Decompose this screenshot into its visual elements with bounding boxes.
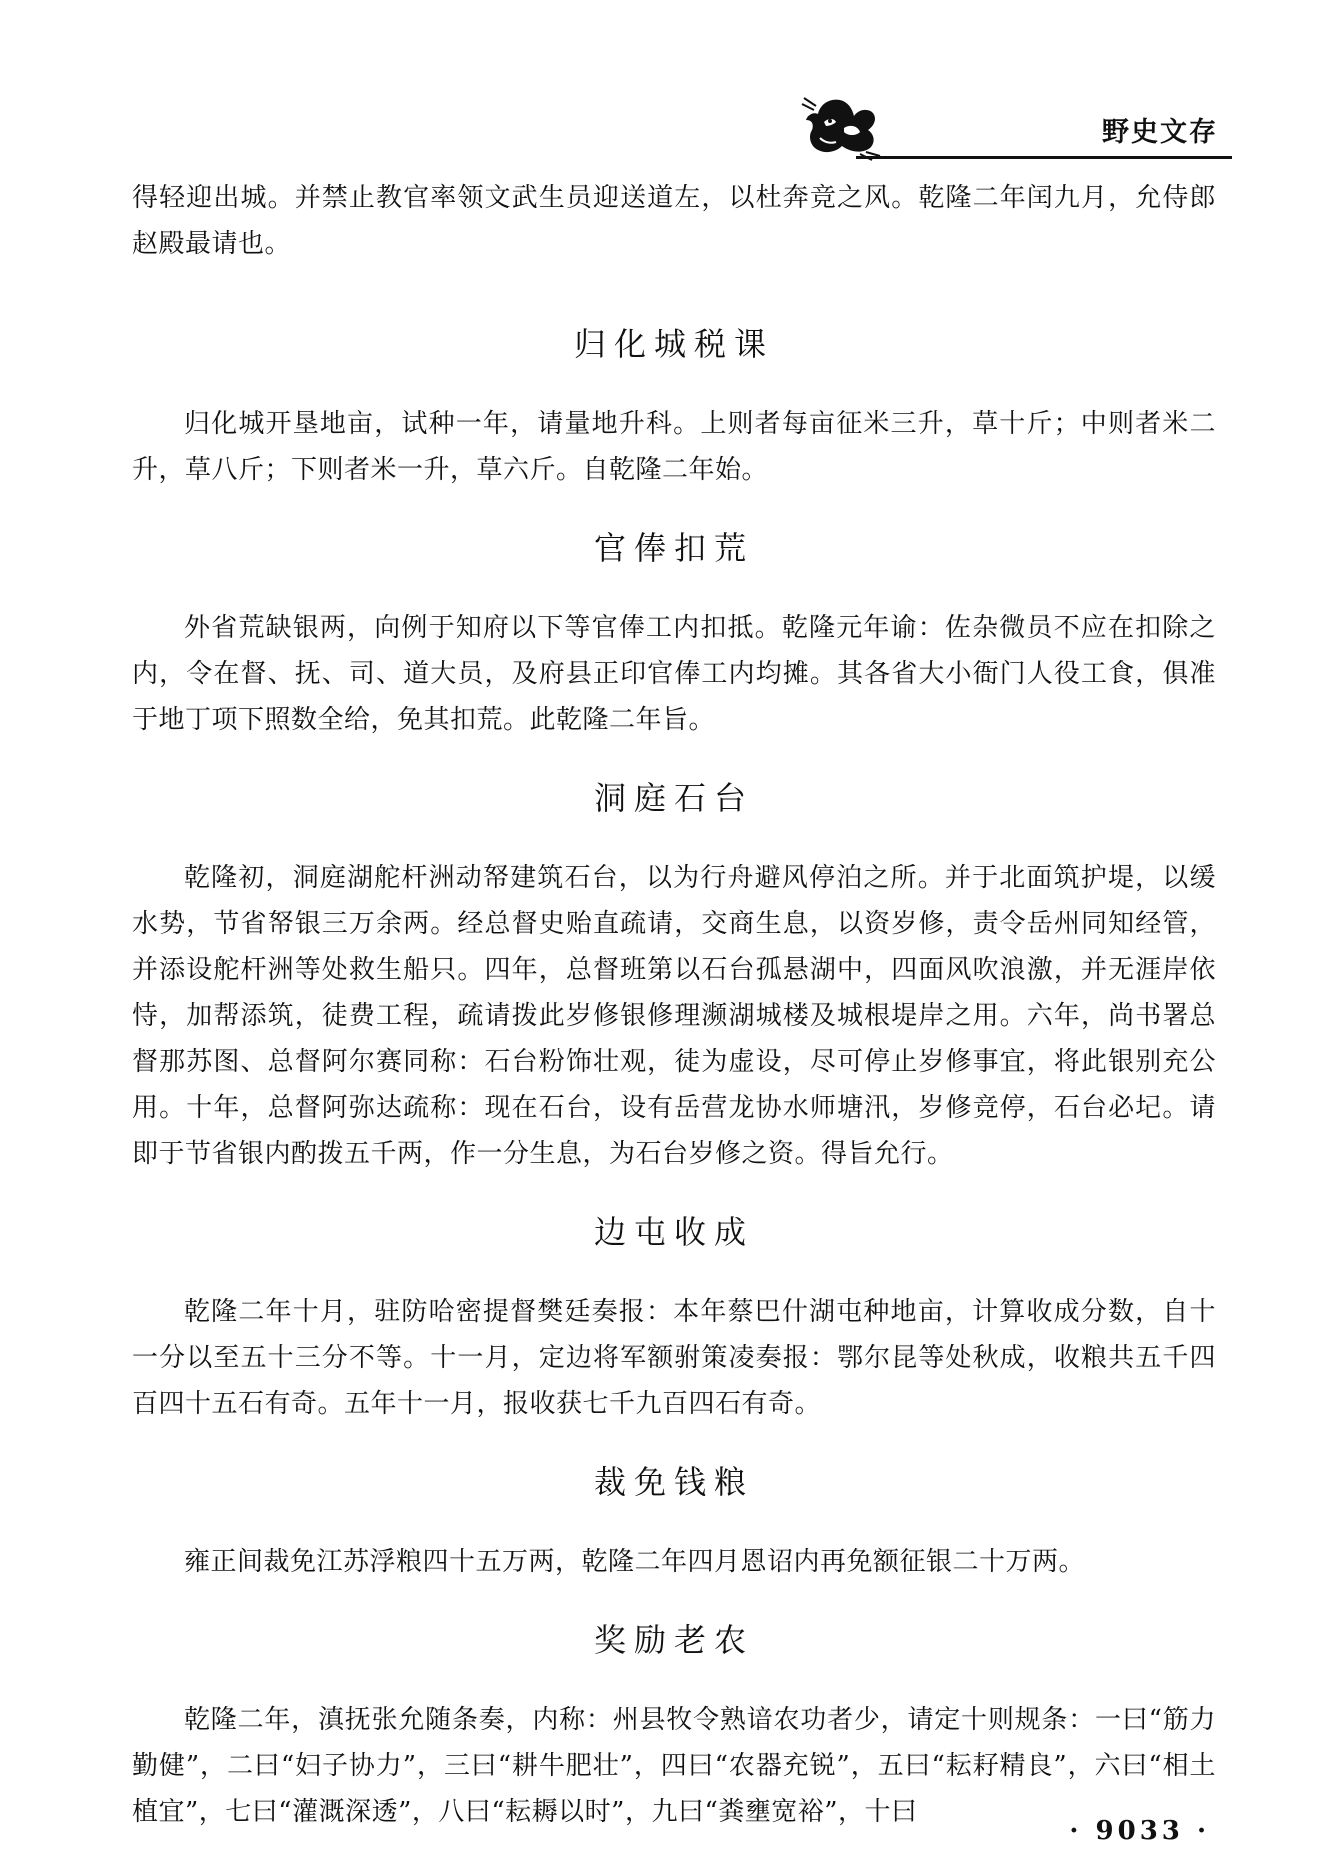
section-title: 边屯收成 [593, 1213, 754, 1251]
dragon-icon [800, 94, 882, 162]
page-header [800, 88, 1232, 168]
page-content [132, 175, 1216, 1835]
section-body: 乾隆初，洞庭湖舵杆洲动帑建筑石台，以为行舟避风停泊之所。并于北面筑护堤，以缓水势，节省帑银三万余两。经总督史贻直疏请，交商生息，以资岁修，责令岳州同知经管，并添设舵杆洲等处救生船只。四年，总督班第以石台孤悬湖中，四面风吹浪激，并无涯岸依恃，加帮添筑，徒费工程，疏请拨此岁修银修理濒湖城楼及城根堤岸之用。六年，尚书署总督那苏图、总督阿尔赛同称：石台粉饰壮观，徒为虚设，尽可停止岁修事宜，将此银别充公用。十年，总督阿弥达疏称：现在石台，设有岳营龙协水师塘汛，岁修竞停，石台必圮。请即于节省银内酌拨五千两，作一分生息，为石台岁修之资。得旨允行。 [132, 863, 1216, 1169]
section-title: 裁免钱粮 [593, 1463, 754, 1501]
page-number: · 9033 · [1069, 1816, 1210, 1846]
section-title: 洞庭石台 [593, 779, 754, 817]
section-title: 官俸扣荒 [593, 529, 754, 567]
section-title: 归化城税课 [573, 325, 774, 363]
header-rule [856, 156, 1232, 159]
section-body: 外省荒缺银两，向例于知府以下等官俸工内扣抵。乾隆元年谕：佐杂微员不应在扣除之内，令在督、抚、司、道大员，及府县正印官俸工内均摊。其各省大小衙门人役工食，俱准于地丁项下照数全给，免其扣荒。此乾隆二年旨。 [132, 613, 1216, 735]
section-body: 雍正间裁免江苏浮粮四十五万两，乾隆二年四月恩诏内再免额征银二十万两。 [184, 1547, 1086, 1577]
intro-paragraph: 得轻迎出城。并禁止教官率领文武生员迎送道左，以杜奔竞之风。乾隆二年闰九月，允侍郎赵殿最请也。 [132, 183, 1216, 259]
section-title: 奖励老农 [593, 1621, 754, 1659]
header-title: 野史文存 [1102, 117, 1218, 148]
section-body: 归化城开垦地亩，试种一年，请量地升科。上则者每亩征米三升，草十斤；中则者米二升，草八斤；下则者米一升，草六斤。自乾隆二年始。 [132, 409, 1216, 485]
section-body: 乾隆二年，滇抚张允随条奏，内称：州县牧令熟谙农功者少，请定十则规条：一曰“筋力勤健”，二曰“妇子协力”，三曰“耕牛肥壮”，四曰“农器充锐”，五曰“耘耔精良”，六曰“相土植宜”，七曰“灌溉深透”，八曰“耘耨以时”，九曰“粪壅宽裕”，十曰 [132, 1705, 1216, 1827]
section-body: 乾隆二年十月，驻防哈密提督樊廷奏报：本年蔡巴什湖屯种地亩，计算收成分数，自十一分以至五十三分不等。十一月，定边将军额驸策凌奏报：鄂尔昆等处秋成，收粮共五千四百四十五石有奇。五年十一月，报收获七千九百四石有奇。 [132, 1297, 1216, 1419]
